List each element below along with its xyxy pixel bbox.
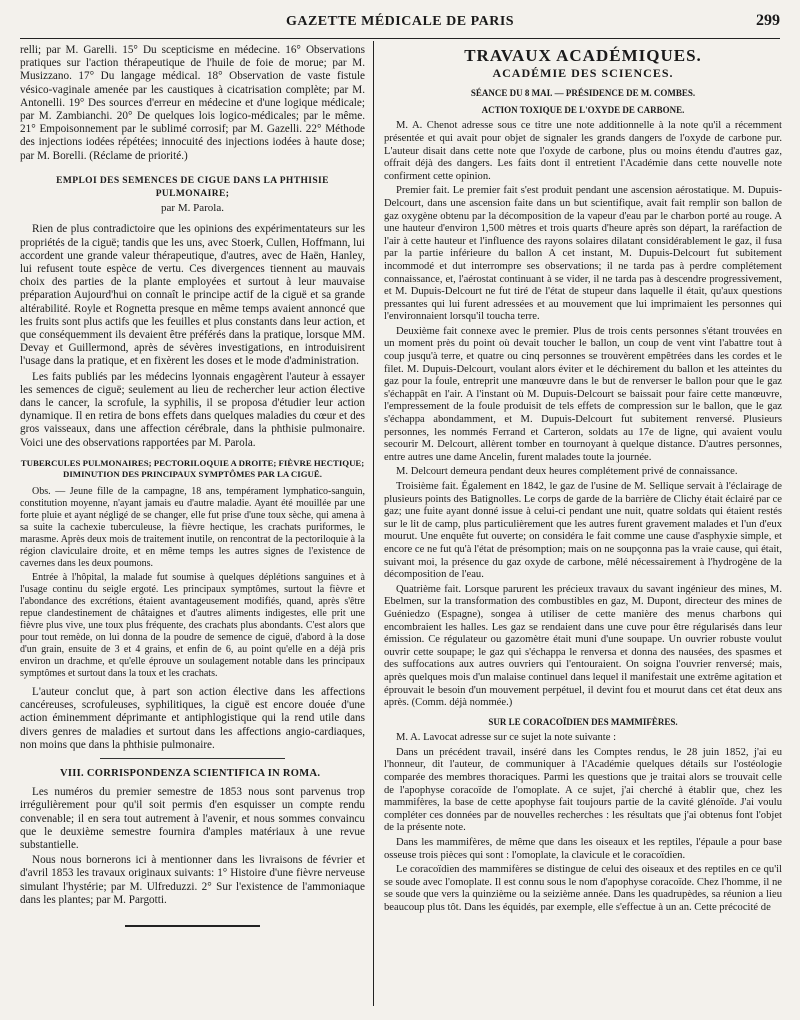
article-title: ACTION TOXIQUE DE L'OXYDE DE CARBONE. [481, 104, 685, 115]
running-title: GAZETTE MÉDICALE DE PARIS [285, 14, 515, 29]
end-rule [125, 925, 260, 927]
observation-heading: TUBERCULES PULMONAIRES; PECTORILOQUIE A DROITE; FIÈVRE HECTIQUE; DIMINUTION DES PRINCIPAUX SYMPTÔMES PAR LA CIGUË. [20, 457, 365, 479]
section-subtitle: ACADÉMIE DES SCIENCES. [492, 65, 674, 80]
paragraph: Dans un précédent travail, inséré dans les Comptes rendus, le 28 juin 1852, j'ai eu l'honneur, dit l'auteur, de communiquer à l'Académie quelques détails sur l'ostéologie comparée des membres thoraciques. Parmi les questions que je traitai alors se trouvait celle de l'apophyse coracoïde de l'omoplate. A ce sujet, j'ai cherché à établir que, chez les mammifères, la base de cette apophyse fait toujours partie de la cavité glénoïde. J'ai voulu compléter ces données par de nouvelles recherches : les résultats que j'ai obtenus font l'objet de la présente note. [384, 746, 782, 834]
page-number: 299 [756, 12, 780, 29]
left-column [20, 44, 365, 927]
paragraph: Nous nous bornerons ici à mentionner dans les livraisons de février et d'avril 1853 les travaux originaux suivants: 1° Histoire d'une fièvre nerveuse simulant l'hystérie; par M. Ulfreduzzi. 2° Sur l'existence de l'ammoniaque dans les plantes; par M. Pargotti. [20, 854, 365, 906]
paragraph: Les faits publiés par les médecins lyonnais engagèrent l'auteur à essayer les semences de ciguë; seulement au lieu de rechercher leur action élective dans le cancer, la scrofule, la syphilis, il se proposa d'étudier leur action dynamique. Il en retira de bons effets dans quelques maladies du cœur et des gros vaisseaux, dans une affection cérébrale, dans la phthisie pulmonaire. Voici une des observations rapportées par M. Parola. [20, 370, 365, 449]
paragraph: M. A. Chenot adresse sous ce titre une note additionnelle à la note qu'il a récemment présentée et qui avait pour objet de signaler les grands dangers de l'oxyde de carbone pur. L'auteur disait dans cette note que l'oxyde de carbone, plus ou moins étendu d'autres gaz, offrait déjà des dangers. Les faits dont il entretient l'Académie dans cette nouvelle note confirment cette opinion. [384, 120, 782, 182]
paragraph: Troisième fait. Également en 1842, le gaz de l'usine de M. Sellique servait à l'éclairage de plusieurs points des Batignolles. Le corps de garde de la barrière de Clichy était éclairé par ce gaz; une fuite ayant donné issue à celui-ci pendant une nuit, quatre soldats qui étaient restés sur le lit de camp, plus particulièrement que les autres furent gravement malades et l'un d'eux mourut. Une enquête fut ouverte; on considéra le fait comme une cause d'asphyxie simple, et encore ce ne fut qu'à l'état de présomption; mais on ne soupçonna pas la vraie cause, qui était, suivant moi, la présence du gaz oxyde de carbone, mêlé nécessairement à l'hydrogène de la décomposition de l'eau. [384, 481, 782, 581]
article-title: EMPLOI DES SEMENCES DE CIGUE DANS LA PHTHISIE PULMONAIRE; [56, 175, 329, 200]
paragraph: Le coracoïdien des mammifères se distingue de celui des oiseaux et des reptiles en ce qu'il se soude avec l'omoplate. Il est connu sous le nom d'apophyse coracoïde. Chez l'homme, il ne se soude que vers la quinzième ou la seizième année. Dans les quadrupèdes, sa réunion a lieu beaucoup plus tôt. Dans les équidés, par exemple, elle s'effectue à un an. Cette précocité de [384, 864, 782, 913]
paragraph: Dans les mammifères, de même que dans les oiseaux et les reptiles, l'épaule a pour base osseuse trois pièces qui sont : l'omoplate, la clavicule et le coracoïdien. [384, 837, 782, 861]
column-divider [373, 41, 374, 1006]
paragraph: Deuxième fait connexe avec le premier. Plus de trois cents personnes s'étant trouvées en un moment près du point où devait toucher le ballon, un coup de vent vint l'abattre tout à coup jusqu'à terre, et quatre ou cinq personnes se trouvèrent empêtrées dans les cordes et le filet. M. Dupuis-Delcourt, voulant alors éviter et le déchirement du ballon et les atteintes du gaz pour la foule, entreprit une manœuvre dans le but de renverser le ballon pour que le gaz s'échappât en l'air. A l'instant où M. Dupuis-Delcourt se baissait pour faire cette manœuvre, l'empressement de la foule produisit de tels effets de compression sur le ballon, que le gaz s'échappa abondamment, et M. Dupuis-Delcourt fut subitement renversé. Plusieurs personnes, les nommés Ferrand et Carteron, soldats au 17e de ligne, qui avaient voulu secourir M. Delcourt, allèrent tomber en tournoyant à quelque distance. D'autres personnes, entre autres une dame Ancelin, furent malades toute la journée. [384, 325, 782, 463]
paragraph: Rien de plus contradictoire que les opinions des expérimentateurs sur les propriétés de la ciguë; tandis que les uns, avec Stoerk, Cullen, Hoffmann, lui accordent une grande valeur thérapeutique, d'autres, avec de Haën, Hanley, lui refusent toute espèce de vertu. Ces divergences tiennent au mauvais choix des parties de la plante employées et surtout à leur mauvaise préparation Aujourd'hui on connaît le principe actif de la ciguë et sa grande altérabilité. Royle et Rognetta presque en même temps avaient annoncé que les fruits sont plus actifs que les feuilles et plus constants dans leur action, et que conséquemment ils devaient être préférés dans la pratique, lorsque MM. Devay et Guillermond, après de sévères investigations, en introduisirent l'usage dans la pratique, et en fixèrent les doses et le mode d'administration. [20, 223, 365, 368]
paragraph: M. Delcourt demeura pendant deux heures complétement privé de connaissance. [396, 466, 738, 478]
paragraph: Quatrième fait. Lorsque parurent les précieux travaux du savant ingénieur des mines, M. Ebelmen, sur la transformation des combustibles en gaz, M. Dupont, directeur des mines de Guéniedzo (Espagne), songea à utiliser de cette manière des menus charbons qui encombraient les halles. Les gaz se rendaient dans une cuve pour être régularisés dans leur émission. Ce régulateur ou gazomètre était muni d'une soupape. Un ouvrier robuste voulut ouvrir cette soupape; le gaz qui s'échappa le renversa et donna des nausées, des spasmes et des suffocations aux autres ouvriers qui l'entouraient. On soigna l'ouvrier renversé; mais, après quelques mois d'un malaise continuel dans lequel il manifestait une extrême agitation et éprouvait le besoin d'un mouvement perpétuel, il devint fou et mourut dans cet état deux ans après. (Comm. déjà nommée.) [384, 583, 782, 709]
paragraph: Les numéros du premier semestre de 1853 nous sont parvenus trop irrégulièrement pour qu'il soit permis d'en esquisser un compte rendu convenable; il en sera tout autrement à l'avenir, et nous sommes convaincu que le deuxième semestre fournira d'amples matériaux à une revue substantielle. [20, 786, 365, 851]
seance-line: SÉANCE DU 8 MAI. — PRÉSIDENCE DE M. COMBES. [470, 88, 696, 99]
paragraph: M. A. Lavocat adresse sur ce sujet la note suivante : [396, 732, 617, 744]
section-rule [100, 758, 285, 759]
article-title: SUR LE CORACOÏDIEN DES MAMMIFÈRES. [488, 716, 678, 727]
section-title: TRAVAUX ACADÉMIQUES. [464, 46, 702, 65]
paragraph: Premier fait. Le premier fait s'est produit pendant une ascension aérostatique. M. Dupuis-Delcourt, dans une ascension faite dans un but scientifique, avait fait remplir son ballon de gaz oxygène obtenu par la décomposition de la vapeur d'eau par le charbon porté au rouge. A une hauteur d'environ 1,500 mètres et trois quarts d'heure après son départ, la raréfaction de l'air à cette hauteur et l'influence des rayons solaires dilatant considérablement le gaz, il fusa par la partie inférieure du ballon A cet instant, M. Dupuis-Delcourt fut subitement incommodé et dut interrompre ses observations; il ne tarda pas à perdre complétement connaissance, et, l'aérostat continuant à se vider, il ne tarda pas à descendre progressivement, et M. Dupuis-Delcourt ne fut tiré de l'état de stupeur dans laquelle il était, qu'aux questions pressantes qui lui furent adressées et au mouvement que lui imprimaient les personnes qui l'environnaient lorsqu'il toucha terre. [384, 185, 782, 323]
article-author: par M. Parola. [161, 202, 224, 215]
paragraph: L'auteur conclut que, à part son action élective dans les affections cancéreuses, scrofuleuses, syphilitiques, la ciguë est encore douée d'une action éminemment déprimante et antiphlogistique qui la rend utile dans divers genres de maladies et surtout dans les affections angio-cardiaques, non moins que dans la phthisie pulmonaire. [20, 685, 365, 751]
page-header [20, 8, 780, 36]
observation-paragraph: Entrée à l'hôpital, la malade fut soumise à quelques déplétions sanguines et à l'usage continu du seigle ergoté. Les principaux symptômes, surtout la fièvre et l'abondance des excrétions, étaient avantageusement modifiés, quand, après s'être repue clandestinement de châtaignes et d'autres aliments indigestes, elle prit une fièvre plus vive, une toux plus fréquente, des crachats plus abondants. C'est alors que pour tout remède, on lui donna de la poudre de semence de ciguë, d'abord à la dose d'un grain, ensuite de 3 et 4 grains, et enfin de 6, au point qu'elle en a déjà pris environ un drachme, et qu'elle éprouve un soulagement notable dans les principaux symptômes et surtout dans la toux et les crachats. [20, 571, 365, 679]
observation-paragraph: Obs. — Jeune fille de la campagne, 18 ans, tempérament lymphatico-sanguin, constitution moyenne, n'ayant jamais eu d'autre maladie. Ayant été mouillée par une forte pluie et ayant négligé de se changer, elle fut prise d'une toux sèche, qui amena à sa suite la cachexie tuberculeuse, la fièvre hectique, les crachats puriformes, le marasme. Après deux mois de traitement inutile, on rencontrat de la pectoriloquie à la région claviculaire droite, et en même temps les autres signes de l'existence de cavernes dans les deux poumons. [20, 485, 365, 569]
section-heading: VIII. CORRISPONDENZA SCIENTIFICA IN ROMA. [60, 767, 321, 779]
right-column [384, 44, 782, 917]
intro-paragraph: relli; par M. Garelli. 15° Du scepticisme en médecine. 16° Observations pratiques sur l'action thérapeutique de l'huile de foie de morue; par M. Musizzano. 17° Du langage médical. 18° Observation de vaste fistule vésico-vaginale amenée par les caustiques à cicatrisation complète; par M. Antonelli. 19° Des sources d'erreur en médecine et d'une logique médicale; par M. Zambianchi. 20° De quelques lois logico-médicales; par le même. 21° Empoisonnement par le sublimé corrosif; par M. Gazelli. 22° Méthode des injections iodées répétées; innocuité des injections iodées à haute dose; par M. Borelli. (Réclame de priorité.) [20, 44, 365, 162]
header-rule [20, 38, 780, 39]
